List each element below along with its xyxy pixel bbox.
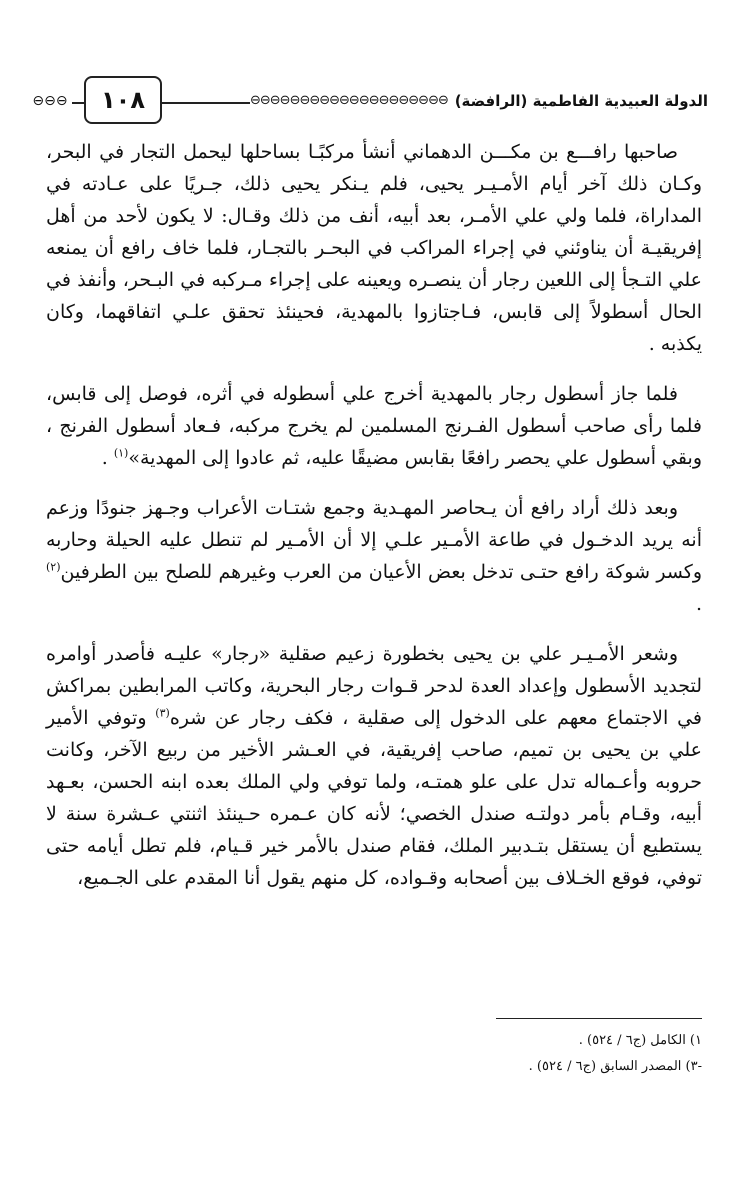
- page-number: ١٠٨: [84, 76, 162, 124]
- paragraph-tail: وتوفي الأمير علي بن يحيى بن تميم، صاحب إفريقية، في العـشر الأخير من ربيع الآخر، وكانت حروبه وأعـماله تدل على علو همتـه، ولما توفي ولي الملك بعده ابنه الحسن، بعـهد أبيه، وقـام بأمر دولتـه صندل الخصي؛ لأنه كان عـمره حـينئذ اثنتي عـشرة سنة لا يستطيع أن يستقل بتـدبير الملك، فقام صندل بالأمر خير قـيام، فلم تطل أيامه حتى توفي، فوقع الخـلاف بين أصحابه وقـواده، كل منهم يقول أنا المقدم على الجـميع،: [46, 707, 702, 889]
- footnote-ref: (٢): [46, 560, 61, 574]
- footnote-1: ١) الكامل (ج٦ / ٥٢٤) .: [578, 1033, 702, 1048]
- paragraph-4: [46, 638, 702, 894]
- paragraph-tail: .: [695, 593, 702, 615]
- header-ornament-left: ⊖⊖⊖: [28, 90, 72, 112]
- paragraph-1: [46, 136, 702, 360]
- footnote-ref: (٣): [155, 706, 170, 720]
- footnotes: [62, 1028, 702, 1080]
- running-title: الدولة العبيدية الفاطمية (الرافضة): [473, 86, 708, 116]
- footnote-2: -٣) المصدر السابق (ج٦ / ٥٢٤) .: [528, 1059, 702, 1074]
- paragraph-text: وبعد ذلك أراد رافع أن يـحاصر المهـدية وجمع شتـات الأعراب وجـهز جنودًا وزعم أنه يريد الدخـول في طاعة الأمـير علـي إلا أن الأمـير لم تنطل عليه الحيلة وحاربه وكسر شوكة رافع حتـى تدخل بعض الأعيان من العرب وغيرهم للصلح بين الطرفين: [46, 497, 702, 583]
- page-header: [28, 72, 708, 132]
- paragraph-3: [46, 492, 702, 620]
- footnote-rule: [496, 1018, 702, 1019]
- paragraph-text: صاحبها رافـــع بن مكـــن الدهماني أنشأ مركبًـا بساحلها ليحمل التجار في البحر، وكـان ذلك آخر أيام الأمـيـر يحيى، فلم يـنكر يحيى ذلك، جـريًا على عـادته في المداراة، فلما ولي علي الأمـر، بعد أبيه، أنف من ذلك وقـال: لا يكون لأحد من أهل إفريقيـة أن يناوئني في إجراء المراكب في البحـر بالتجـار، فلما خاف رافع أن يمنعه علي التـجأ إلى اللعين رجار أن ينصـره ويعينه على إجراء مـركبه في البـحر، وأنفذ في الحال أسطولاً إلى قابس، فـاجتازوا بالمهدية، فحينئذ تحقق علـي اتفاقهما، وكان يكذبه .: [46, 141, 702, 355]
- footnote-ref: (١): [113, 446, 129, 460]
- paragraph-text: وشعر الأمـيـر علي بن يحيى بخطورة زعيم صقلية «رجار» عليـه فأصدر أوامره لتجديد الأسطول وإعداد العدة لدحر قـوات رجار البحرية، وكاتب المرابطين بمراكش في الاجتماع معهم على الدخول إلى صقلية ، فكف رجار عن شره: [46, 643, 702, 729]
- body-text: [46, 136, 702, 912]
- paragraph-2: [46, 378, 702, 474]
- paragraph-tail: .: [101, 447, 114, 469]
- header-ornament: ⊖⊖⊖⊖⊖⊖⊖⊖⊖⊖⊖⊖⊖⊖⊖⊖⊖⊖⊖⊖: [250, 90, 568, 112]
- paragraph-text: فلما جاز أسطول رجار بالمهدية أخرج علي أسطوله في أثره، فوصل إلى قابس، فلما رأى صاحب أسطول الفـرنج المسلمين لم يخرج مركبه، فـعاد أسطول الفرنج ، وبقي أسطول علي يحصر رافعًا بقابس مضيقًا عليه، ثم عادوا إلى المهدية»: [46, 383, 702, 469]
